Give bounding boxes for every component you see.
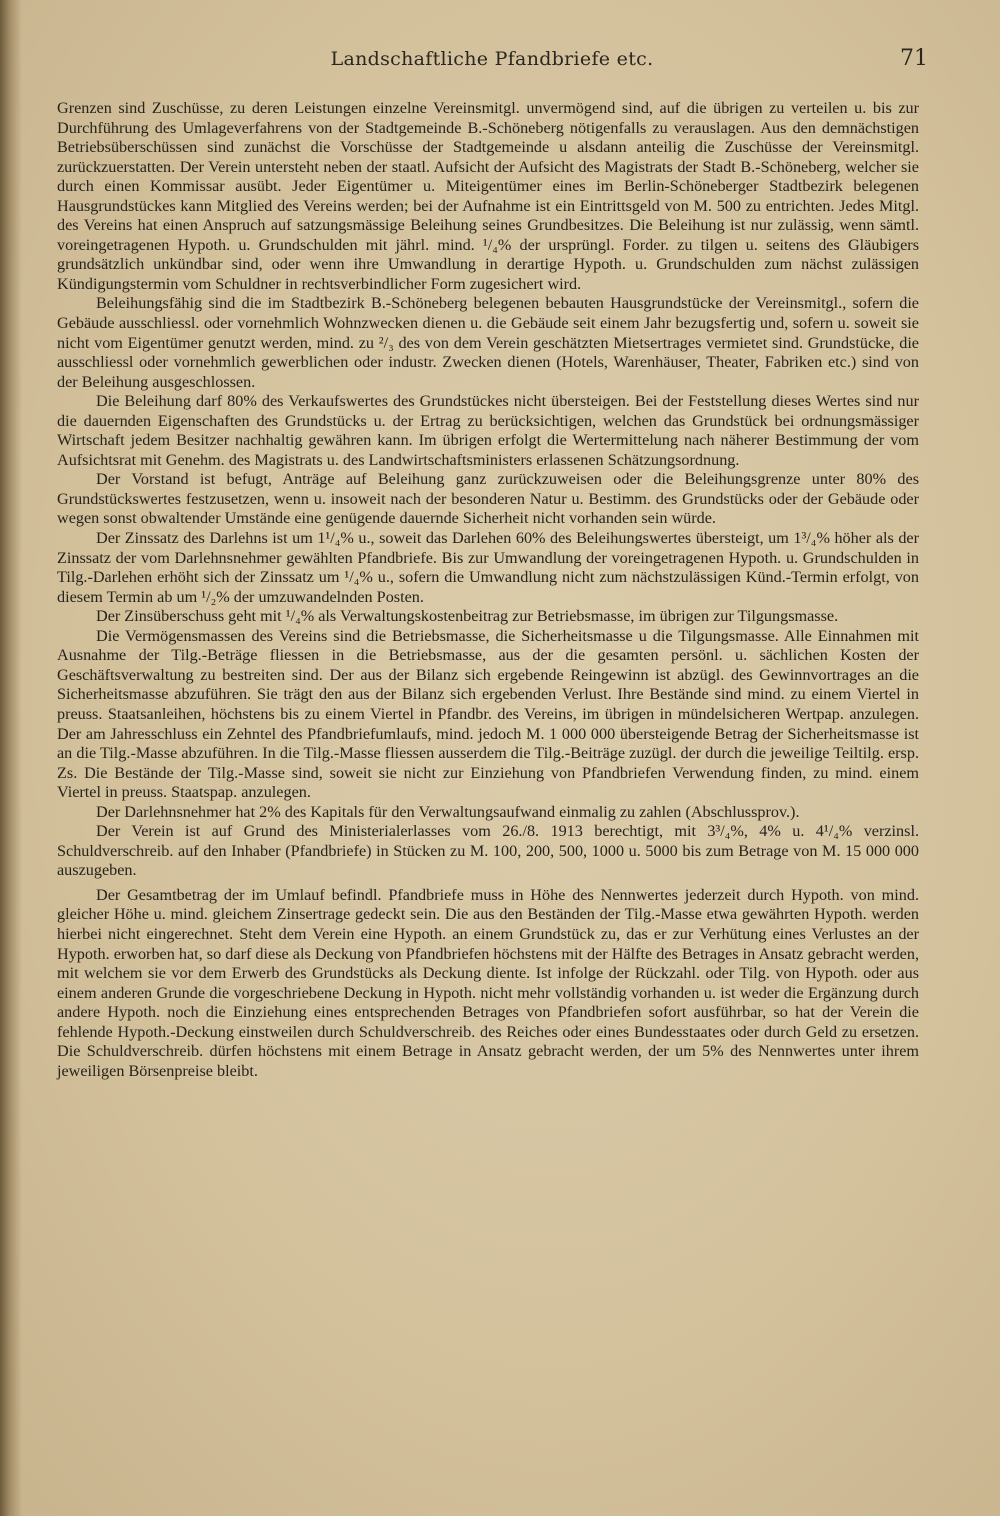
page-header [56,46,928,76]
paragraph: Die Beleihung darf 80% des Verkaufswertes des Grundstückes nicht übersteigen. Bei der Feststellung dieses Wertes sind nur die dauernden Eigenschaften des Grundstücks u. der Ertrag zu berücksichtigen, welchen das Grundstück bei ordnungsmässiger Wirtschaft jedem Besitzer nachhaltig gewähren kann. Im übrigen erfolgt die Wertermittelung nach näherer Bestimmung der vom Aufsichtsrat mit Genehm. des Magistrats u. des Landwirtschaftsministers erlassenen Schätzungsordnung. [57,392,919,469]
paragraph: Der Darlehnsnehmer hat 2% des Kapitals für den Verwaltungsaufwand einmalig zu zahlen (Abschlussprov.). [96,802,800,821]
book-binding-shadow [0,0,22,1516]
paragraph: Beleihungsfähig sind die im Stadtbezirk B.-Schöneberg belegenen bebauten Hausgrundstücke der Vereinsmitgl., sofern die Gebäude ausschliessl. oder vornehmlich Wohnzwecken dienen u. die Gebäude seit einem Jahr bezugsfertig und, sofern u. soweit sie nicht vom Eigentümer genutzt werden, mind. zu ²/₃ des von dem Verein geschätzten Mietsertrages vermietet sind. Grundstücke, die ausschliessl oder vornehmlich gewerblichen oder industr. Zwecken dienen (Hotels, Warenhäuser, Theater, Fabriken etc.) sind von der Beleihung ausgeschlossen. [57,294,919,391]
paragraph: Der Verein ist auf Grund des Ministerialerlasses vom 26./8. 1913 berechtigt, mit 3³/₄%, 4% u. 4¹/₄% verzinsl. Schuldverschreib. auf den Inhaber (Pfandbriefe) in Stücken zu M. 100, 200, 500, 1000 u. 5000 bis zum Betrage von M. 15 000 000 auszugeben. [57,822,919,880]
paragraph: Grenzen sind Zuschüsse, zu deren Leistungen einzelne Vereinsmitgl. unvermögend sind, auf die übrigen zu verteilen u. bis zur Durchführung des Umlageverfahrens von der Stadtgemeinde B.-Schöneberg nötigenfalls zu verauslagen. Aus den demnächstigen Betriebsüberschüssen sind zunächst die Vorschüsse der Stadtgemeinde u alsdann anteilig die Zuschüsse der Vereinsmitgl. zurückzuerstatten. Der Verein untersteht neben der staatl. Aufsicht der Aufsicht des Magistrats der Stadt B.-Schöneberg, welcher sie durch einen Kommissar ausübt. Jeder Eigentümer u. Miteigentümer eines im Berlin-Schöneberger Stadtbezirk belegenen Hausgrundstückes kann Mitglied des Vereins werden; bei der Aufnahme ist ein Eintrittsgeld von M. 500 zu entrichten. Jedes Mitgl. des Vereins hat einen Anspruch auf satzungsmässige Beleihung seines Grundbesitzes. Die Beleihung ist nur zulässig, wenn sämtl. voreingetragenen Hypoth. u. Grundschulden mit jährl. mind. ¹/₄% der ursprüngl. Forder. zu tilgen u. seitens des Gläubigers grundsätzlich unkündbar sind, oder wenn ihre Umwandlung in derartige Hypoth. u. Grundschulden zum nächst zulässigen Kündigungstermin vom Schuldner in rechtsverbindlicher Form zugesichert wird. [57,99,919,293]
paragraph: Der Gesamtbetrag der im Umlauf befindl. Pfandbriefe muss in Höhe des Nennwertes jederzeit durch Hypoth. von mind. gleicher Höhe u. mind. gleichem Zinsertrage gedeckt sein. Die aus den Beständen der Tilg.-Masse etwa gewährten Hypoth. werden hierbei nicht eingerechnet. Steht dem Verein eine Hypoth. an einem Grundstück zu, das er zur Verhütung eines Verlustes an der Hypoth. erworben hat, so darf diese als Deckung von Pfandbriefen höchstens mit der Hälfte des Betrages in Ansatz gebracht werden, mit welchem sie vor dem Erwerb des Grundstücks als Deckung diente. Ist infolge der Rückzahl. oder Tilg. von Hypoth. oder aus einem anderen Grunde die vorgeschriebene Deckung in Hypoth. nicht mehr vollständig vorhanden u. ist weder die Ergänzung durch andere Hypoth. noch die Einziehung eines entsprechenden Betrages von Pfandbriefen sofort ausführbar, so hat der Verein die fehlende Hypoth.-Deckung einstweilen durch Schuldverschreib. des Reiches oder eines Bundesstaates oder durch Geld zu ersetzen. Die Schuldverschreib. dürfen höchstens mit einem Betrage in Ansatz gebracht werden, der um 5% des Nennwertes unter ihrem jeweiligen Börsenpreise bleibt. [57,885,919,1080]
page-number: 71 [900,46,928,71]
paragraph: Der Zinsüberschuss geht mit ¹/₄% als Verwaltungskostenbeitrag zur Betriebsmasse, im übrigen zur Tilgungsmasse. [96,607,839,626]
body-text [57,99,919,1081]
paragraph: Die Vermögensmassen des Vereins sind die Betriebsmasse, die Sicherheitsmasse u die Tilgungsmasse. Alle Einnahmen mit Ausnahme der Tilg.-Beträge fliessen in die Betriebsmasse, aus der die gesamten persönl. u. sächlichen Kosten der Geschäftsverwaltung zu bestreiten sind. Der aus der Bilanz sich ergebende Reingewinn ist abzügl. des Gewinnvortrages an die Sicherheitsmasse abzuführen. Sie trägt den aus der Bilanz sich ergebenden Verlust. Ihre Bestände sind mind. zu einem Viertel in preuss. Staatsanleihen, höchstens bis zu einem Viertel in Pfandbr. des Vereins, im übrigen in mündelsicheren Wertpap. anzulegen. Der am Jahresschluss ein Zehntel des Pfandbriefumlaufs, mind. jedoch M. 1 000 000 übersteigende Betrag der Sicherheitsmasse ist an die Tilg.-Masse abzuführen. In die Tilg.-Masse fliessen ausserdem die Tilg.-Beiträge zuzügl. der durch die jeweilige Teiltilg. ersp. Zs. Die Bestände der Tilg.-Masse sind, soweit sie nicht zur Einziehung von Pfandbriefen Verwendung finden, zu mind. einem Viertel in preuss. Staatspap. anzulegen. [57,626,919,802]
paragraph: Der Zinssatz des Darlehns ist um 1¹/₄% u., soweit das Darlehen 60% des Beleihungswertes übersteigt, um 1³/₄% höher als der Zinssatz der vom Darlehnsnehmer gewählten Pfandbriefe. Bis zur Umwandlung der voreingetragenen Hypoth. u. Grundschulden in Tilg.-Darlehen erhöht sich der Zinssatz um ¹/₄% u., sofern die Umwandlung nicht zum nächstzulässigen Künd.-Termin erfolgt, von diesem Termin ab um ¹/₂% der umzuwandelnden Posten. [57,529,919,606]
running-title: Landschaftliche Pfandbriefe etc. [330,48,654,70]
paragraph: Der Vorstand ist befugt, Anträge auf Beleihung ganz zurückzuweisen oder die Beleihungsgrenze unter 80% des Grundstückswertes festzusetzen, wenn u. insoweit nach der besonderen Natur u. Bestimm. des Grundstücks oder der Gebäude oder wegen sonst obwaltender Umstände eine genügende dauernde Sicherheit nicht vorhanden sein würde. [57,470,919,528]
